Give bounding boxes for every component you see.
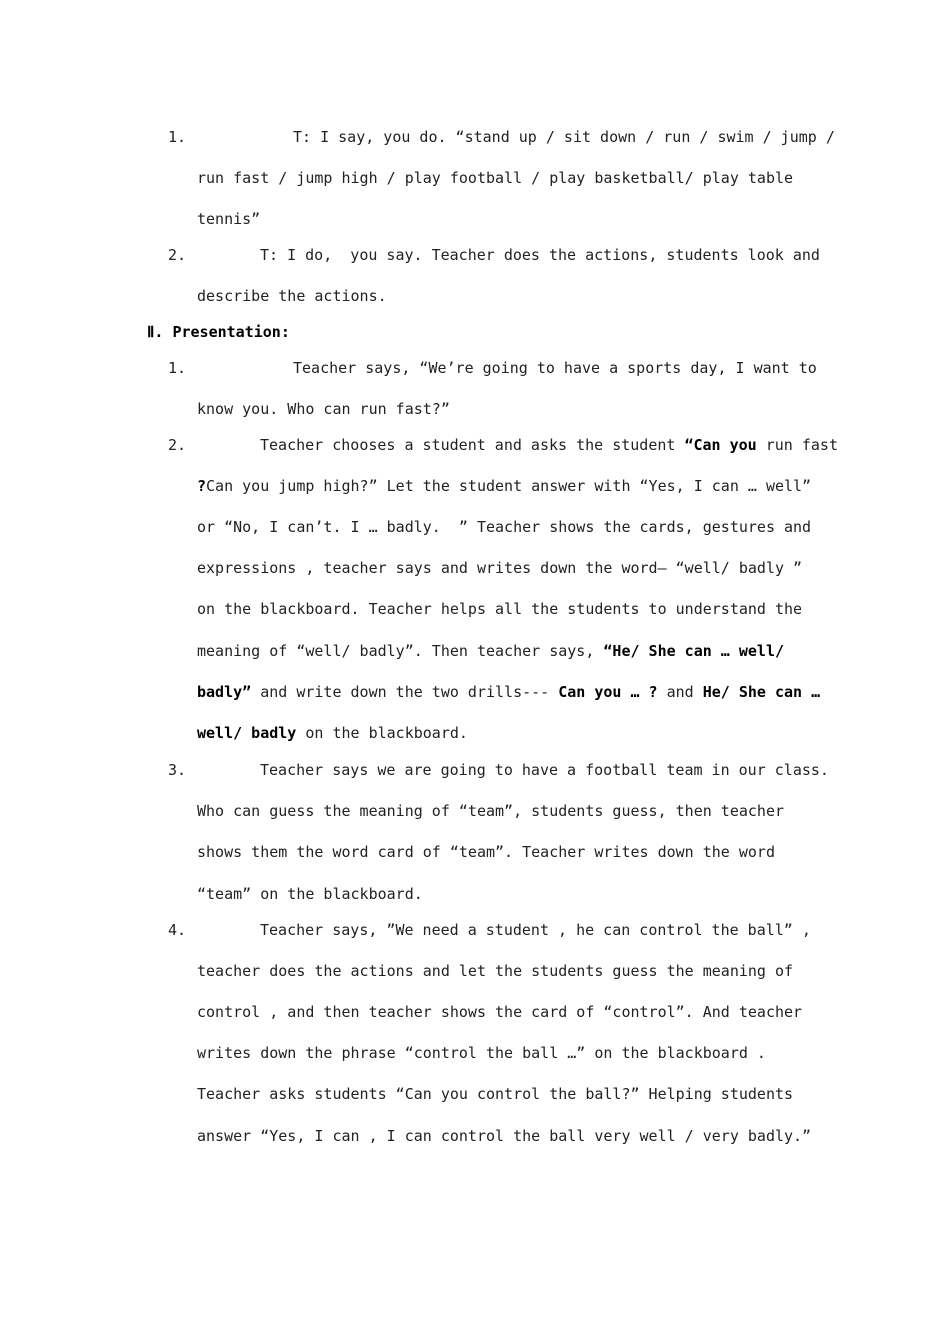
item-text-line: know you. Who can run fast?” — [197, 400, 450, 418]
list-number: 3. — [168, 761, 187, 779]
bold-text: “He/ She can … well/ — [603, 642, 785, 660]
item-text-line: answer “Yes, I can , I can control the ball very well / very badly.” — [197, 1127, 812, 1145]
text-run: on the blackboard. — [296, 724, 468, 742]
item-text-line: control , and then teacher shows the card of “control”. And teacher — [197, 1003, 803, 1021]
bold-text: He/ She can … — [702, 683, 821, 701]
item-text-line: tennis” — [197, 210, 261, 228]
item-text-line: Teacher says, “We’re going to have a sports day, I want to — [293, 359, 817, 377]
item-text-line: Who can guess the meaning of “team”, students guess, then teacher — [197, 802, 784, 820]
item-text-line: “team” on the blackboard. — [197, 885, 423, 903]
item-text-line: Teacher asks students “Can you control the ball?” Helping students — [197, 1085, 794, 1103]
bold-text: “Can you — [684, 436, 757, 454]
item-text-line: describe the actions. — [197, 287, 387, 305]
text-run: Can you jump high?” Let the student answer with “Yes, I can … well” — [206, 477, 812, 495]
list-number: 2. — [168, 436, 187, 454]
list-number: 2. — [168, 246, 187, 264]
list-number: 4. — [168, 921, 187, 939]
item-text-line: on the blackboard. Teacher helps all the students to understand the — [197, 600, 803, 618]
text-run: Teacher chooses a student and asks the student — [260, 436, 685, 454]
item-text-line: Teacher says, ”We need a student , he can control the ball” , — [260, 921, 811, 939]
item-text-line: writes down the phrase “control the ball …” on the blackboard . — [197, 1044, 766, 1062]
item-text-line: Teacher says we are going to have a football team in our class. — [260, 761, 829, 779]
item-text-line — [197, 641, 784, 661]
item-text-line: shows them the word card of “team”. Teacher writes down the word — [197, 843, 775, 861]
item-text-line: expressions , teacher says and writes down the word— “well/ badly ” — [197, 559, 803, 577]
list-number: 1. — [168, 128, 187, 146]
item-text-line: run fast / jump high / play football / play basketball/ play table — [197, 169, 794, 187]
text-run: and write down the two drills--- — [251, 683, 559, 701]
bold-text: well/ badly — [197, 724, 297, 742]
bold-text: ? — [197, 477, 207, 495]
item-text-line — [197, 723, 468, 743]
list-number: 1. — [168, 359, 187, 377]
item-text-line: teacher does the actions and let the students guess the meaning of — [197, 962, 794, 980]
item-text-line: T: I do, you say. Teacher does the actions, students look and — [260, 246, 820, 264]
section-heading: Ⅱ. Presentation: — [147, 323, 290, 341]
item-text-line — [260, 435, 838, 455]
text-run: run fast — [756, 436, 838, 454]
item-text-line — [197, 682, 820, 702]
item-text-line: or “No, I can’t. I … badly. ” Teacher shows the cards, gestures and — [197, 518, 812, 536]
bold-text: badly” — [197, 683, 252, 701]
bold-text: Can you … ? — [558, 683, 658, 701]
text-run: and — [657, 683, 703, 701]
item-text-line: T: I say, you do. “stand up / sit down / run / swim / jump / — [293, 128, 835, 146]
item-text-line — [197, 476, 811, 496]
text-run: meaning of “well/ badly”. Then teacher says, — [197, 642, 604, 660]
